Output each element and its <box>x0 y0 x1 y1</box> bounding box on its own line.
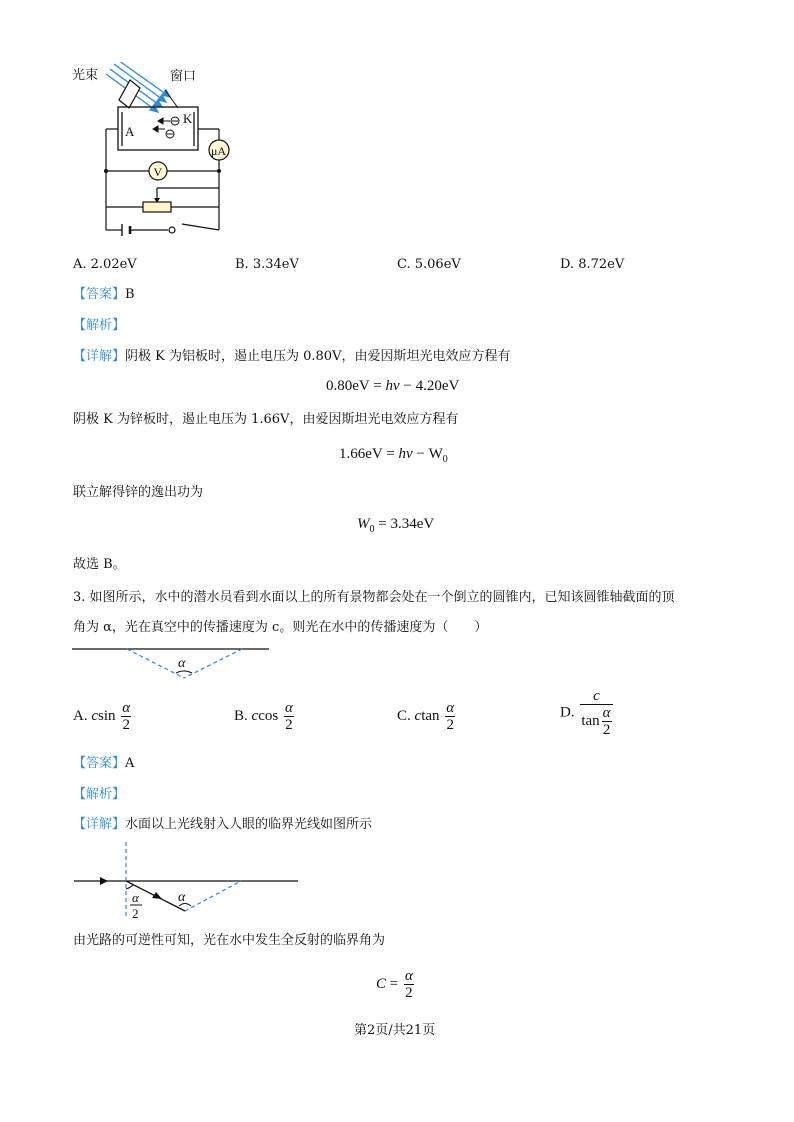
rheostat <box>143 202 171 212</box>
eq1-hnu: hν <box>385 378 400 394</box>
window-label: 窗口 <box>170 68 197 83</box>
option-fraction <box>580 688 612 738</box>
frac-den: 2 <box>405 985 413 1001</box>
frac-num: α <box>122 700 131 716</box>
q2-answer <box>73 287 135 303</box>
voltmeter <box>149 162 167 180</box>
battery-icon <box>122 224 130 236</box>
option-letter: A. <box>73 707 88 724</box>
option-fn: tan <box>421 707 440 724</box>
q3-option-d <box>560 688 613 738</box>
frac-num: α <box>446 700 455 716</box>
option-fn: sin <box>98 707 116 724</box>
q3-detail-line2: 由光路的可逆性可知，光在水中发生全反射的临界角为 <box>73 933 386 948</box>
switch-icon <box>169 227 175 233</box>
q2-option-a: A. 2.02eV <box>73 257 137 272</box>
eq1-rhs: − 4.20eV <box>399 378 460 394</box>
q2-conclusion: 故选 B。 <box>73 557 126 572</box>
photoelectric-circuit-diagram <box>70 62 250 244</box>
voltmeter-label: V <box>153 165 163 179</box>
figure2-half-num: α <box>132 890 139 905</box>
detail-text: 水面以上光线射入人眼的临界光线如图所示 <box>125 817 373 832</box>
q2-detail-line3: 联立解得锌的逸出功为 <box>73 485 204 500</box>
detail-tag: 【详解】 <box>73 349 126 364</box>
q2-detail-line2: 阴极 K 为锌板时，遏止电压为 1.66V，由爱因斯坦光电效应方程有 <box>73 412 459 427</box>
beam-label: 光束 <box>72 67 99 82</box>
window-glass <box>119 80 178 108</box>
q3-detail-line1 <box>73 817 372 833</box>
answer-value: A <box>125 756 135 771</box>
answer-tag: 【答案】 <box>73 287 126 302</box>
option-fraction <box>121 700 131 733</box>
q2-analysis-tag: 【解析】 <box>73 318 126 333</box>
page-footer: 第2页/共21页 <box>354 1023 436 1038</box>
eq-equals: = <box>386 976 402 992</box>
frac-num: α <box>404 968 413 984</box>
eq1-lhs: 0.80eV = <box>326 378 386 394</box>
frac-den <box>580 705 612 738</box>
inner-fraction <box>602 705 612 738</box>
cathode-label: K <box>183 111 193 126</box>
q2-equation-1 <box>326 378 459 395</box>
answer-value: B <box>125 287 135 302</box>
eq2-sub: 0 <box>442 454 448 465</box>
figure2-alpha-label: α <box>178 890 186 905</box>
q3-analysis-tag: 【解析】 <box>73 787 126 802</box>
den-fn: tan <box>581 712 600 729</box>
option-fn: cos <box>258 707 279 724</box>
option-letter: C. <box>397 707 411 724</box>
inner-num: α <box>602 705 611 721</box>
q3-equation <box>376 968 414 1001</box>
option-fraction <box>445 700 455 733</box>
eq2-hnu: hν <box>398 446 413 462</box>
eq3-w: W <box>357 516 370 532</box>
q3-answer <box>73 756 134 772</box>
frac-den: 2 <box>285 717 293 733</box>
q2-equation-3 <box>357 516 434 535</box>
q3-option-c <box>397 700 455 733</box>
option-fraction <box>284 700 294 733</box>
option-letter: D. <box>560 704 575 721</box>
detail-tag: 【详解】 <box>73 817 126 832</box>
answer-tag: 【答案】 <box>73 756 126 771</box>
eq-lhs: C <box>376 976 387 992</box>
eq3-sub: 0 <box>369 524 375 535</box>
detail-text: 阴极 K 为铝板时，遏止电压为 0.80V，由爱因斯坦光电效应方程有 <box>125 349 511 364</box>
option-c: c <box>91 707 99 724</box>
inner-den: 2 <box>602 722 611 738</box>
anode-label: A <box>125 124 135 139</box>
circuit-wires <box>106 129 219 230</box>
eq3-rhs: = 3.34eV <box>374 516 435 532</box>
option-letter: B. <box>234 707 248 724</box>
option-c: c <box>414 707 422 724</box>
q3-question-line1: 3. 如图所示，水中的潜水员看到水面以上的所有景物都会处在一个倒立的圆锥内，已知该圆锥轴截面的顶 <box>73 590 675 605</box>
q2-option-b: B. 3.34eV <box>235 257 299 272</box>
frac-num: α <box>284 700 293 716</box>
option-c: c <box>251 707 259 724</box>
q2-option-d: D. 8.72eV <box>560 257 625 272</box>
frac-den: 2 <box>446 717 454 733</box>
q3-option-a <box>73 700 131 733</box>
eq-fraction <box>404 968 414 1001</box>
frac-den: 2 <box>122 717 130 733</box>
eq2-rhs: − W <box>412 446 443 462</box>
q3-question-line2: 角为 α，光在真空中的传播速度为 c。则光在水中的传播速度为（ ） <box>73 620 488 635</box>
incident-arrow-icon <box>100 877 108 885</box>
ammeter-label: μA <box>211 144 227 158</box>
critical-ray-figure <box>72 840 302 920</box>
q3-option-b <box>234 700 294 733</box>
electron-icons <box>153 117 179 138</box>
eq2-lhs: 1.66eV = <box>339 446 399 462</box>
q2-detail-line1 <box>73 349 510 365</box>
cone-figure <box>72 645 272 685</box>
q2-option-c: C. 5.06eV <box>397 257 461 272</box>
q2-equation-2 <box>339 446 448 465</box>
microammeter <box>209 140 229 160</box>
frac-num: c <box>580 688 612 705</box>
figure2-half-den: 2 <box>132 906 139 920</box>
cone-alpha-label: α <box>178 656 186 671</box>
